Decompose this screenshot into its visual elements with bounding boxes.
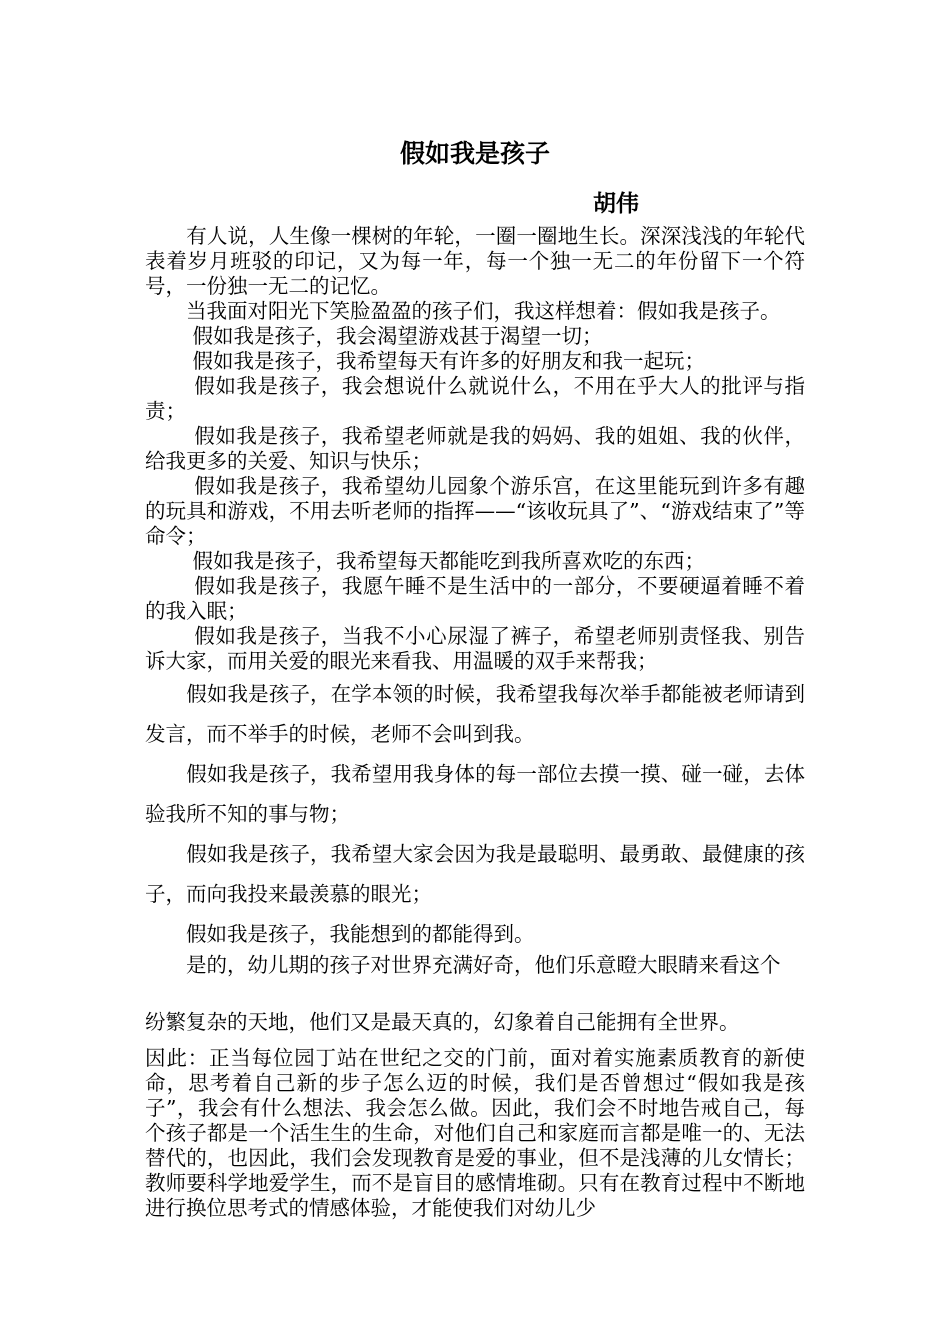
paragraph: 当我面对阳光下笑脸盈盈的孩子们，我这样想着：假如我是孩子。 <box>145 299 781 323</box>
paragraph: 假如我是孩子，我希望每天都能吃到我所喜欢吃的东西； <box>145 549 706 573</box>
paragraph: 假如我是孩子，我希望用我身体的每一部位去摸一摸、碰一碰，去体验我所不知的事与物； <box>145 762 805 826</box>
document-title: 假如我是孩子 <box>399 139 550 168</box>
final-paragraph: 因此：正当每位园丁站在世纪之交的门前，面对着实施素质教育的新使命，思考着自己新的步子怎么迈的时候，我们是否曾想过“假如我是孩子”，我会有什么想法、我会怎么做。因此，我们会不时地告戒自己，每个孩子都是一个活生生的生命，对他们自己和家庭而言都是唯一的、无法替代的，也因此，我们会发现教育是爱的事业，但不是浅薄的儿女情长；教师要科学地爱学生，而不是盲目的感情堆砌。只有在教育过程中不断地进行换位思考式的情感体验，才能使我们对幼儿少 <box>145 1046 805 1220</box>
author-name: 胡伟 <box>593 190 639 217</box>
paragraph: 假如我是孩子，我会渴望游戏甚于渴望一切； <box>145 324 603 348</box>
paragraph: 假如我是孩子，我希望幼儿园象个游乐宫，在这里能玩到许多有趣的玩具和游戏，不用去听老师的指挥——“该收玩具了”、“游戏结束了”等命令； <box>145 474 805 548</box>
paragraph: 假如我是孩子，我希望大家会因为我是最聪明、最勇敢、最健康的孩子，而向我投来最羡慕的眼光； <box>145 842 805 906</box>
closing-line: 纷繁复杂的天地，他们又是最天真的，幻象着自己能拥有全世界。 <box>145 1010 740 1034</box>
paragraph: 假如我是孩子，我会想说什么就说什么，不用在乎大人的批评与指责； <box>145 374 805 423</box>
paragraph: 假如我是孩子，我能想到的都能得到。 <box>145 922 535 946</box>
paragraph: 有人说，人生像一棵树的年轮，一圈一圈地生长。深深浅浅的年轮代表着岁月班驳的印记，又为每一年，每一个独一无二的年份留下一个符号，一份独一无二的记忆。 <box>145 224 805 298</box>
closing-section <box>145 955 805 1032</box>
body-section-a <box>145 224 805 674</box>
paragraph: 假如我是孩子，我希望老师就是我的妈妈、我的姐姐、我的伙伴，给我更多的关爱、知识与快乐； <box>145 424 805 473</box>
paragraph: 假如我是孩子，我希望每天有许多的好朋友和我一起玩； <box>145 349 706 373</box>
closing-line: 是的，幼儿期的孩子对世界充满好奇，他们乐意瞪大眼睛来看这个 <box>145 953 781 977</box>
paragraph: 假如我是孩子，我愿午睡不是生活中的一部分，不要硬逼着睡不着的我入眠； <box>145 574 805 623</box>
final-section <box>145 1046 805 1221</box>
body-section-b <box>145 674 805 954</box>
line-gap <box>145 975 805 1012</box>
paragraph: 假如我是孩子，在学本领的时候，我希望我每次举手都能被老师请到发言，而不举手的时候，老师不会叫到我。 <box>145 682 805 746</box>
paragraph: 假如我是孩子，当我不小心尿湿了裤子，希望老师别责怪我、别告诉大家，而用关爱的眼光来看我、用温暖的双手来帮我； <box>145 624 805 673</box>
